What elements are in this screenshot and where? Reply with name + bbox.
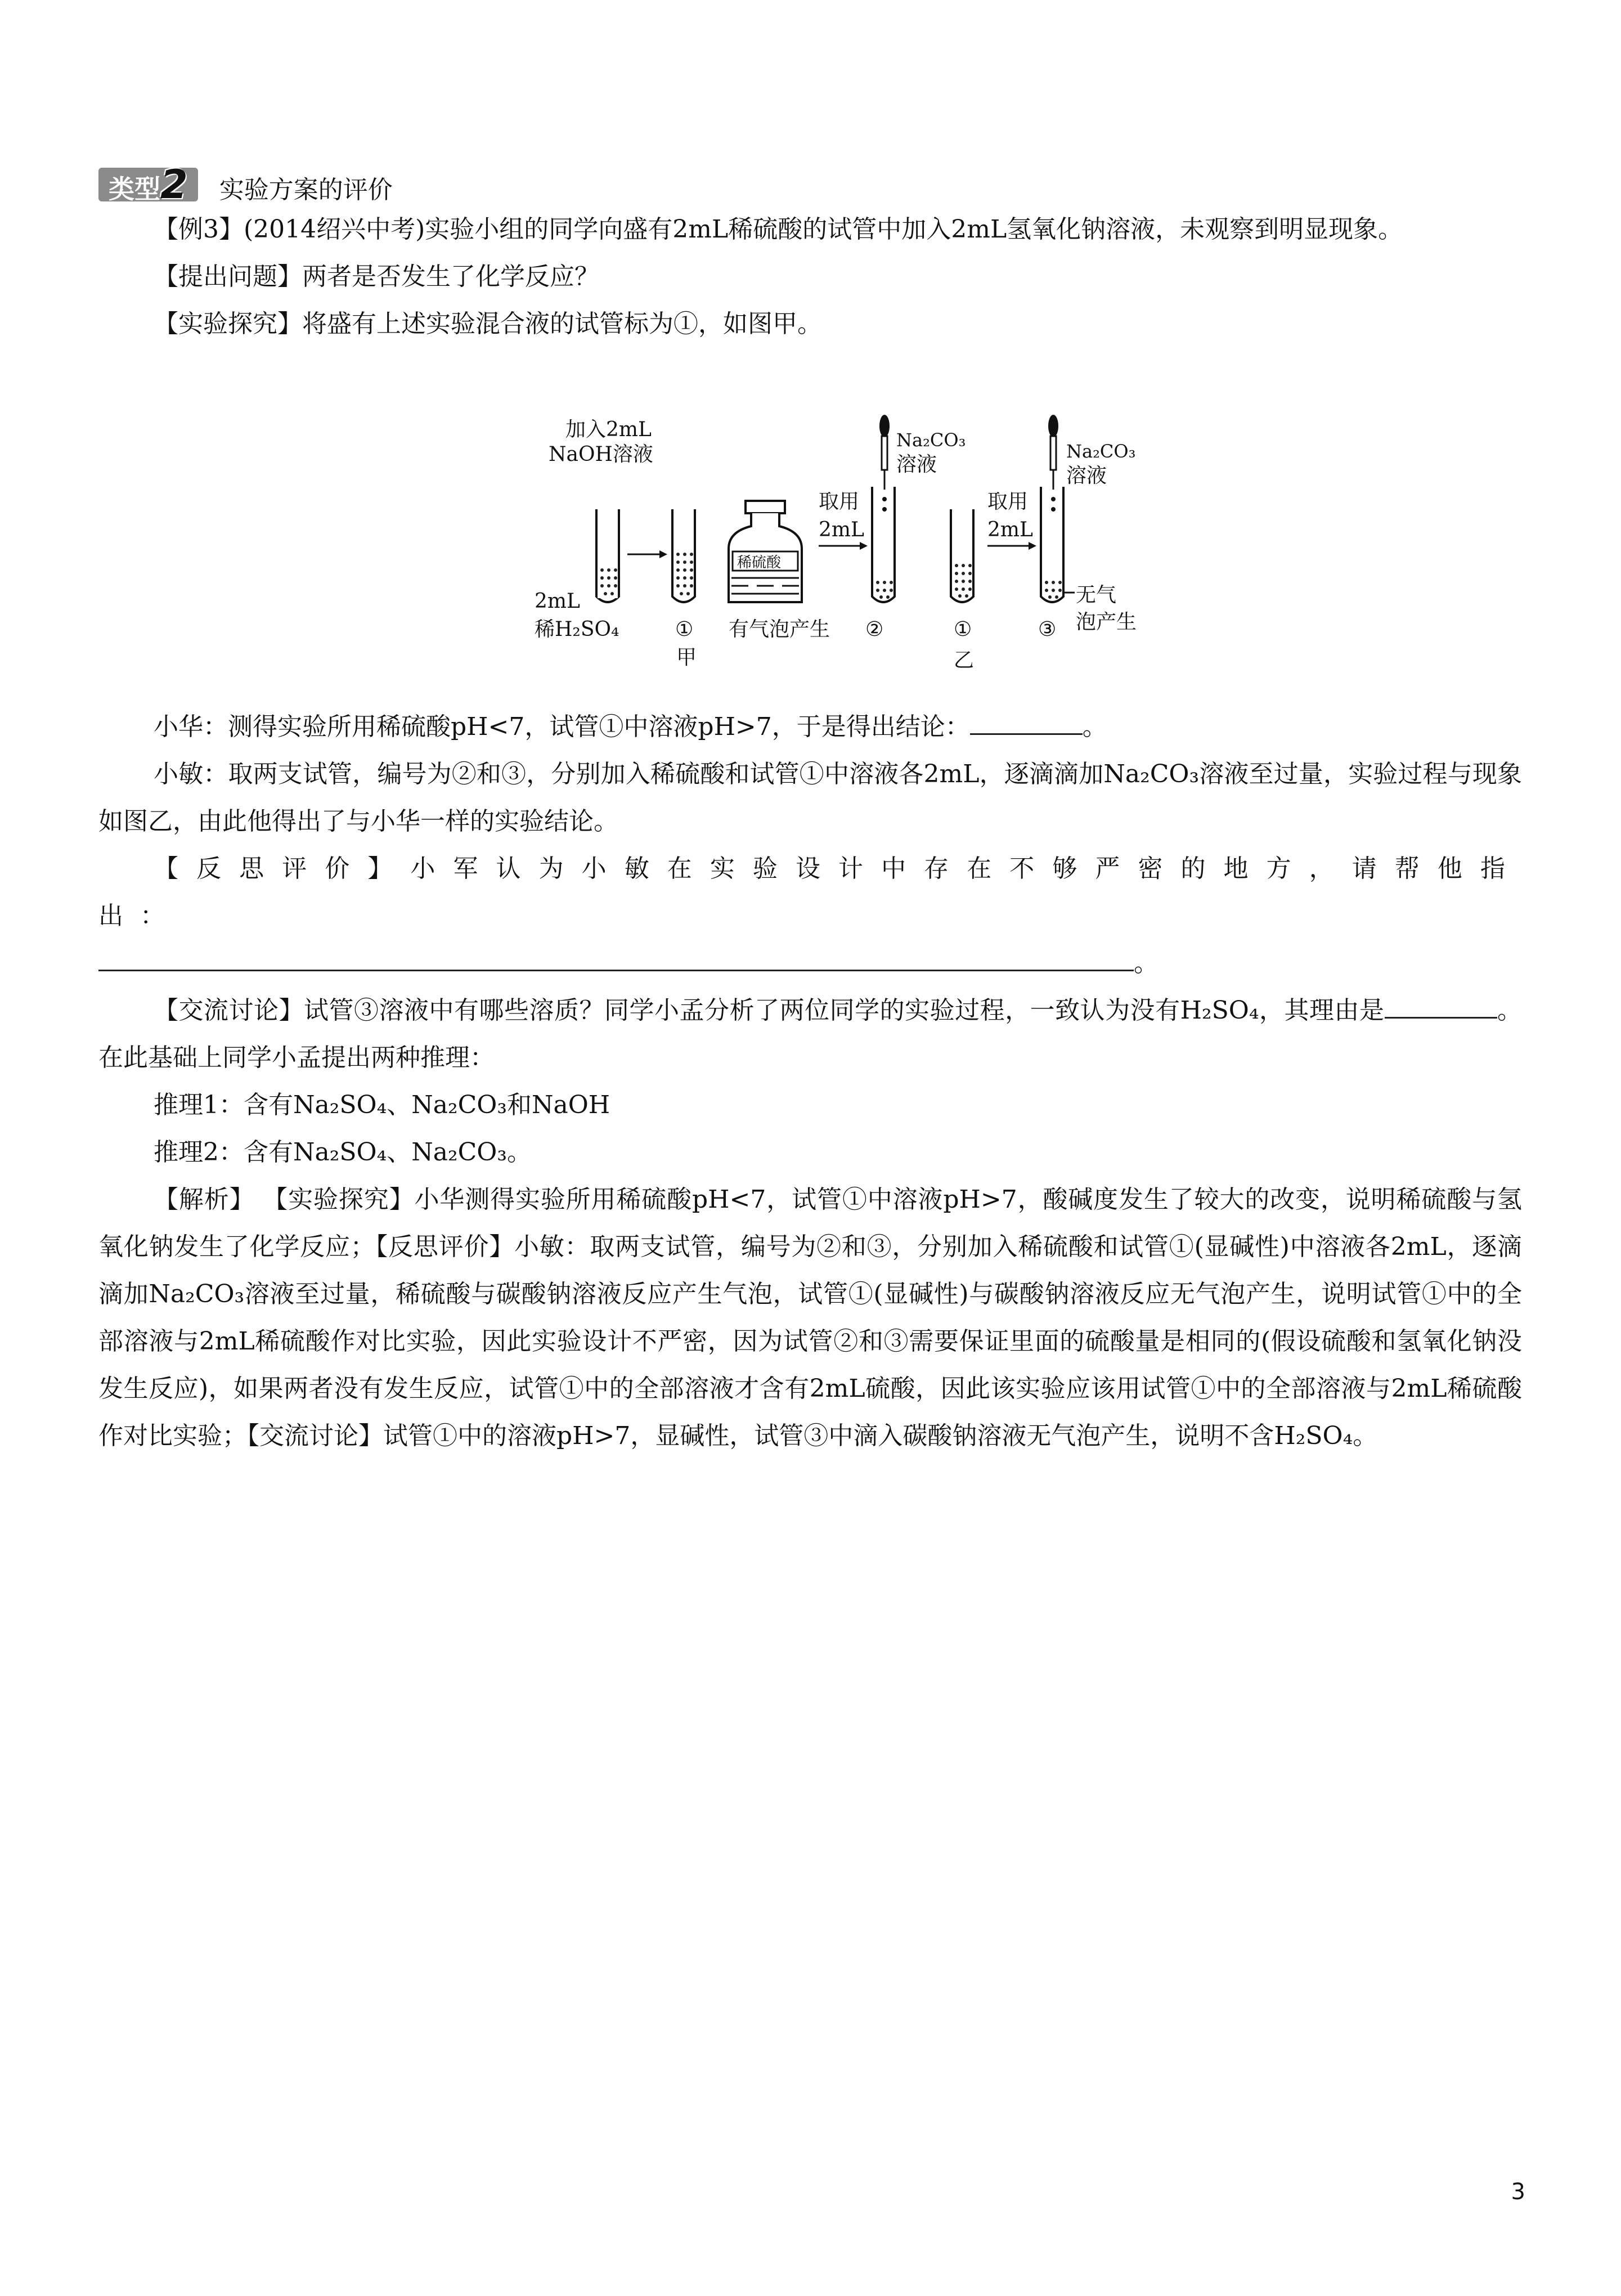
arrow-icon [627, 550, 667, 558]
fig-label-take-2b: 2mL [987, 518, 1033, 541]
fig-label-take-1: 取用 [819, 490, 860, 513]
exchange-text-end: 。在此基础上同学小孟提出两种推理： [98, 996, 1523, 1072]
test-tube-2 [872, 487, 895, 602]
fig-label-tube-1b: ① [954, 618, 972, 641]
test-tube-1-yi [951, 509, 973, 602]
question-text [98, 206, 1522, 348]
xiaomin-paragraph: 小敏：取两支试管，编号为②和③，分别加入稀硫酸和试管①中溶液各2mL，逐滴滴加Na₂CO₃溶液至过量，实验过程与现象如图乙，由此他得出了与小华一样的实验结论。 [98, 760, 1522, 836]
xiaohua-paragraph [98, 703, 1522, 751]
inference-1: 推理1：含有Na₂SO₄、Na₂CO₃和NaOH [154, 1091, 610, 1119]
discussion-text [98, 703, 1522, 1460]
test-tube-acid [596, 509, 619, 602]
type-badge [98, 162, 198, 208]
fig-label-tube-1: ① [675, 618, 694, 641]
arrow-icon [987, 542, 1036, 550]
inference-2: 推理2：含有Na₂SO₄、Na₂CO₃。 [154, 1138, 532, 1167]
exchange-text: 【交流讨论】试管③溶液中有哪些溶质？同学小孟分析了两位同学的实验过程，一致认为没有H₂SO₄，其理由是 [154, 996, 1385, 1025]
example-paragraph: 【例3】(2014绍兴中考)实验小组的同学向盛有2mL稀硫酸的试管中加入2mL氢氧化钠溶液，未观察到明显现象。 [154, 215, 1403, 244]
fig-label-na2co3-1: Na₂CO₃ [896, 429, 966, 451]
test-tube-1-jia [672, 509, 695, 602]
page-number: 3 [1511, 2179, 1525, 2205]
answer-blank-2[interactable] [98, 945, 1134, 971]
type-badge-label: 类型 [109, 174, 160, 204]
experiment-figure [535, 414, 1182, 678]
analysis-paragraph: 【解析】 【实验探究】小华测得实验所用稀硫酸pH<7，试管①中溶液pH>7，酸碱度发生了较大的改变，说明稀硫酸与氢氧化钠发生了化学反应；【反思评价】小敏：取两支试管，编号为②和③，分别加入稀硫酸和试管①(显碱性)中溶液各2mL，逐滴滴加Na₂CO₃溶液至过量，稀硫酸与碳酸钠溶液反应产生气泡，试管①(显碱性)与碳酸钠溶液反应无气泡产生，说明试管①中的全部溶液与2mL稀硫酸作对比实验，因此实验设计不严密，因为试管②和③需要保证里面的硫酸量是相同的(假设硫酸和氢氧化钠没发生反应)，如果两者没有发生反应，试管①中的全部溶液才含有2mL硫酸，因此该实验应该用试管①中的全部溶液与2mL稀硫酸作对比实验；【交流讨论】试管①中的溶液pH>7，显碱性，试管③中滴入碳酸钠溶液无气泡产生，说明不含H₂SO₄。 [98, 1185, 1522, 1450]
fig-label-jia: 甲 [676, 646, 697, 669]
dropper-icon [1048, 415, 1058, 512]
fig-label-bubbles: 有气泡产生 [729, 618, 830, 641]
fig-label-add-naoh-1: 加入2mL [565, 418, 652, 441]
fig-label-acid-2: 稀H₂SO₄ [535, 618, 619, 641]
fig-label-no-bubbles-1: 无气 [1076, 584, 1117, 607]
test-tube-3 [1041, 487, 1063, 602]
fig-label-take-1b: 取用 [987, 490, 1029, 513]
xiaohua-end: 。 [1082, 712, 1107, 741]
section-title: 实验方案的评价 [219, 176, 393, 204]
fig-label-no-bubbles-2: 泡产生 [1076, 611, 1137, 634]
fig-label-acid-1: 2mL [535, 590, 580, 613]
bottle-label: 稀硫酸 [737, 554, 782, 571]
answer-blank-3[interactable] [1385, 992, 1497, 1019]
experiment-paragraph: 【实验探究】将盛有上述实验混合液的试管标为①，如图甲。 [154, 310, 822, 338]
fig-label-tube-2: ② [865, 618, 884, 641]
answer-blank-1[interactable] [970, 708, 1083, 735]
fig-label-add-naoh-2: NaOH溶液 [549, 443, 653, 466]
reflection-answer-line [98, 940, 1522, 987]
question-paragraph: 【提出问题】两者是否发生了化学反应？ [154, 262, 599, 291]
reflection-paragraph: 【反思评价】小军认为小敏在实验设计中存在不够严密的地方，请帮他指出： [98, 854, 1522, 930]
type-badge-number: 2 [160, 162, 188, 208]
reflection-end: 。 [1134, 949, 1159, 977]
arrow-icon [819, 542, 868, 550]
xiaohua-text: 小华：测得实验所用稀硫酸pH<7，试管①中溶液pH>7，于是得出结论： [154, 712, 970, 741]
acid-bottle [729, 501, 802, 602]
fig-label-yi: 乙 [954, 649, 975, 672]
fig-label-take-2: 2mL [819, 518, 864, 541]
fig-label-na2co3-2b: 溶液 [1066, 464, 1107, 487]
fig-label-tube-3: ③ [1038, 618, 1057, 641]
fig-label-na2co3-1b: Na₂CO₃ [1066, 441, 1136, 462]
fig-label-na2co3-2: 溶液 [896, 453, 937, 476]
dropper-icon [879, 415, 890, 512]
exchange-paragraph [98, 987, 1522, 1082]
